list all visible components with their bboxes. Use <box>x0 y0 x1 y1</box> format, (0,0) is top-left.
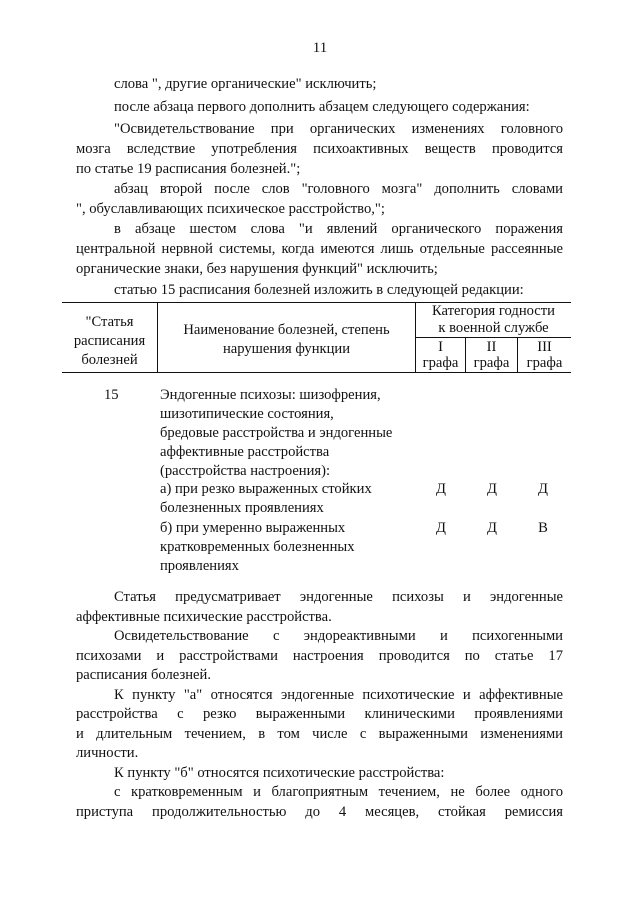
paragraph-line: расписания болезней. <box>76 667 211 683</box>
item-b-mark-3: В <box>538 520 548 536</box>
page-number: 11 <box>312 40 328 56</box>
paragraph-line: органические знаки, без нарушения функций" исключить; <box>76 261 438 277</box>
disease-title: Эндогенные психозы: шизофрения, шизотипические состояния, бредовые расстройства и эндогенные аффективные расстройства (расстройства настроения): <box>160 387 393 479</box>
item-a-mark-1: Д <box>436 481 446 497</box>
paragraph-line: личности. <box>76 745 139 761</box>
header-graph-1: I графа <box>422 339 459 371</box>
paragraph-line: "Освидетельствование при органических изменениях головного <box>114 121 563 137</box>
article-number: 15 <box>104 387 119 403</box>
paragraph-line: абзац второй после слов "головного мозга" дополнить словами <box>114 181 563 197</box>
header-graph-3: III графа <box>526 339 563 371</box>
paragraph-line: с кратковременным и благоприятным течением, не более одного <box>114 784 563 800</box>
item-b-text: б) при умеренно выраженных кратковременных болезненных проявлениях <box>160 520 355 574</box>
paragraph-line: психозами и расстройствами настроения проводится по статье 17 <box>76 648 563 664</box>
paragraph-line: К пункту "а" относятся эндогенные психотические и аффективные <box>114 687 563 703</box>
item-b-mark-2: Д <box>487 520 497 536</box>
header-name-col: Наименование болезней, степень нарушения функции <box>183 322 390 357</box>
item-a-mark-2: Д <box>487 481 497 497</box>
item-a-mark-3: Д <box>538 481 548 497</box>
paragraph-line: центральной нервной системы, когда имеются лишь отдельные рассеянные <box>76 241 563 257</box>
header-graph-2: II графа <box>473 339 510 371</box>
paragraph-line: аффективные психические расстройства. <box>76 609 332 625</box>
header-article-col: "Статья расписания болезней <box>73 314 146 368</box>
header-category-col: Категория годности к военной службе <box>432 303 555 336</box>
item-b-mark-1: Д <box>436 520 446 536</box>
paragraph-line: К пункту "б" относятся психотические расстройства: <box>114 765 445 781</box>
paragraph-line: слова ", другие органические" исключить; <box>114 76 377 92</box>
paragraph-line: Освидетельствование с эндореактивными и психогенными <box>114 628 563 644</box>
paragraph-line: приступа продолжительностью до 4 месяцев, стойкая ремиссия <box>76 804 563 820</box>
paragraph-line: статью 15 расписания болезней изложить в следующей редакции: <box>114 282 524 298</box>
paragraph-line: ", обуславливающих психическое расстройство,"; <box>76 201 385 217</box>
paragraph-line: мозга вследствие употребления психоактивных веществ проводится <box>76 141 563 157</box>
paragraph-line: после абзаца первого дополнить абзацем следующего содержания: <box>114 99 530 115</box>
paragraph-line: по статье 19 расписания болезней."; <box>76 161 301 177</box>
paragraph-line: и длительным течением, в том числе с выраженными изменениями <box>76 726 563 742</box>
paragraph-line: расстройства с резко выраженными клиническими проявлениями <box>76 706 563 722</box>
paragraph-line: Статья предусматривает эндогенные психозы и эндогенные <box>114 589 563 605</box>
item-a-text: а) при резко выраженных стойких болезненных проявлениях <box>160 481 372 516</box>
paragraph-line: в абзаце шестом слова "и явлений органического поражения <box>114 221 563 237</box>
